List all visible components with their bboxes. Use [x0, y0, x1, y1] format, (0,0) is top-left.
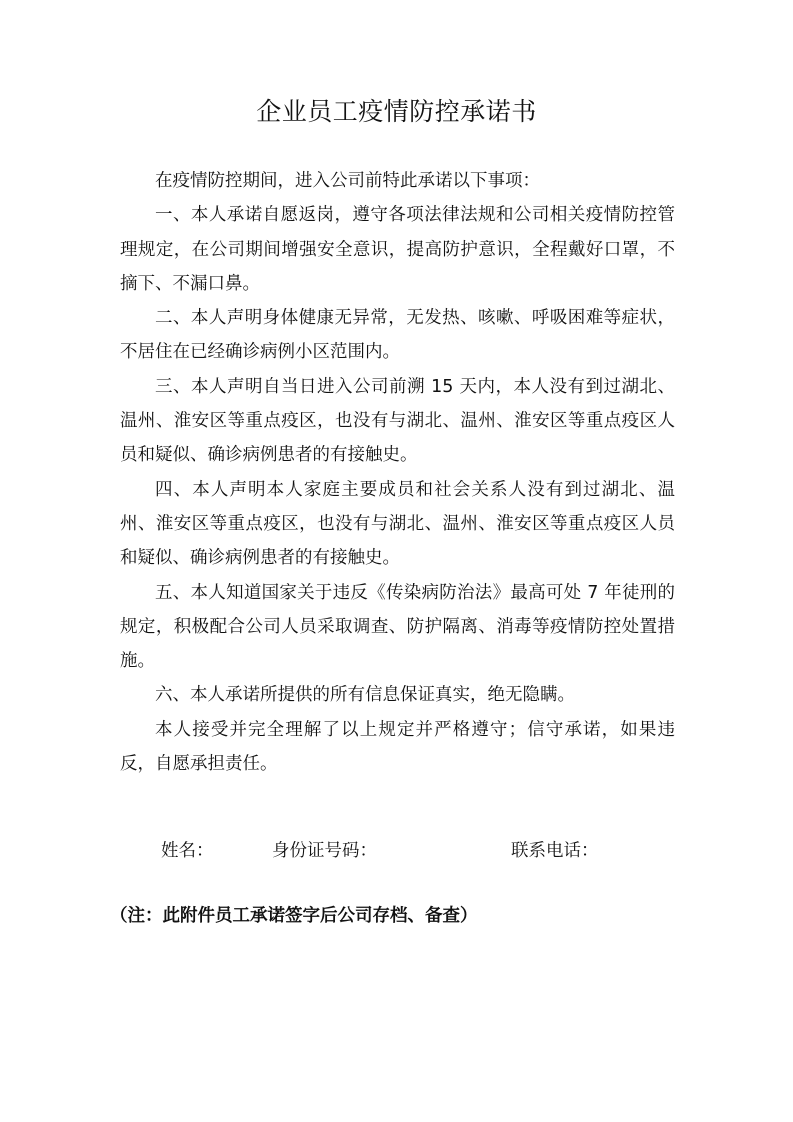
commitment-paragraph-3: 三、本人声明自当日进入公司前溯 15 天内，本人没有到过湖北、温州、淮安区等重点疫区，也没有与湖北、温州、淮安区等重点疫区人员和疑似、确诊病例患者的有接触史。 [120, 376, 675, 466]
commitment-paragraph-1: 一、本人承诺自愿返岗，遵守各项法律法规和公司相关疫情防控管理规定，在公司期间增强安全意识，提高防护意识，全程戴好口罩，不摘下、不漏口鼻。 [120, 205, 675, 294]
commitment-paragraph-6: 六、本人承诺所提供的所有信息保证真实，绝无隐瞒。 [155, 685, 575, 706]
commitment-paragraph-4: 四、本人声明本人家庭主要成员和社会关系人没有到过湖北、温州、淮安区等重点疫区，也没有与湖北、温州、淮安区等重点疫区人员和疑似、确诊病例患者的有接触史。 [120, 479, 675, 569]
name-label: 姓名： [161, 841, 214, 861]
id-number-label: 身份证号码： [272, 841, 377, 861]
phone-label: 联系电话： [511, 841, 599, 861]
commitment-paragraph-5: 五、本人知道国家关于违反《传染病防治法》最高可处 7 年徒刑的规定，积极配合公司人员采取调查、防护隔离、消毒等疫情防控处置措施。 [120, 582, 675, 672]
signature-line [0, 834, 793, 868]
document-title: 企业员工疫情防控承诺书 [256, 97, 537, 126]
commitment-paragraph-2: 二、本人声明身体健康无异常，无发热、咳嗽、呼吸困难等症状，不居住在已经确诊病例小区范围内。 [120, 308, 675, 363]
archive-note: （注：此附件员工承诺签字后公司存档、备查） [110, 906, 478, 926]
intro-paragraph: 在疫情防控期间，进入公司前特此承诺以下事项： [155, 171, 540, 191]
closing-paragraph: 本人接受并完全理解了以上规定并严格遵守；信守承诺，如果违反，自愿承担责任。 [120, 719, 675, 775]
document-body [120, 164, 675, 781]
